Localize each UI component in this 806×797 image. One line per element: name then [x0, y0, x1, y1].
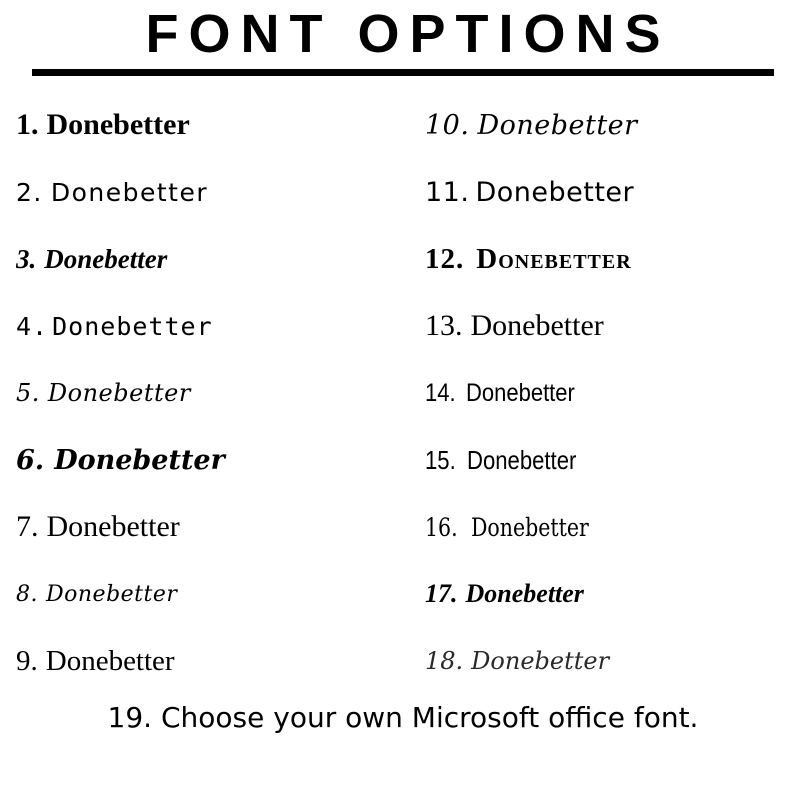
font-option-sample: Donebetter [470, 309, 604, 343]
font-option-number: 12. [425, 242, 465, 275]
font-option-sample: Donebetter [475, 176, 635, 208]
font-option-sample: Donebetter [467, 444, 577, 475]
font-option-row[interactable] [16, 226, 403, 293]
font-option-sample: Donebetter [50, 177, 209, 207]
font-option-number: 17. [425, 579, 458, 609]
title-block [0, 0, 806, 76]
font-option-row[interactable] [16, 494, 403, 561]
font-option-sample: Donebetter [45, 644, 175, 677]
font-list-column-right [403, 92, 806, 695]
font-option-number: 9. [16, 644, 38, 677]
font-option-number: 6. [16, 444, 45, 476]
font-option-number: 18. [425, 647, 464, 676]
font-option-row[interactable] [425, 293, 806, 360]
font-option-number: 8. [16, 581, 38, 607]
font-option-sample: Donebetter [465, 378, 575, 407]
font-option-row[interactable] [425, 427, 806, 494]
font-option-sample: Donebetter [46, 581, 178, 607]
font-option-row[interactable] [16, 159, 403, 226]
font-option-sample: Donebetter [470, 512, 589, 542]
font-option-row[interactable] [425, 561, 806, 628]
font-option-row[interactable] [16, 427, 403, 494]
font-option-row[interactable] [16, 628, 403, 695]
font-option-number: 10. [425, 109, 470, 141]
font-option-number: 1. [16, 108, 39, 142]
font-list-column-left [0, 92, 403, 695]
font-option-number: 2. [16, 177, 43, 207]
title-underline-rule [32, 69, 774, 76]
font-option-row[interactable] [425, 494, 806, 561]
page-title: FONT OPTIONS [145, 4, 671, 64]
font-option-number: 11. [425, 176, 470, 208]
font-option-row[interactable] [16, 360, 403, 427]
font-option-row[interactable] [425, 628, 806, 695]
font-option-number: 14. [425, 378, 456, 407]
font-option-number: 7. [16, 510, 39, 544]
font-option-row[interactable] [425, 226, 806, 293]
custom-font-note-text: 19. Choose your own Microsoft office font. [107, 700, 699, 734]
font-option-number: 3. [16, 243, 37, 274]
font-option-number: 15. [425, 444, 456, 475]
font-option-row[interactable] [16, 293, 403, 360]
font-option-sample: Donebetter [46, 108, 190, 142]
font-option-sample: Donebetter [476, 242, 632, 275]
font-option-sample: Donebetter [477, 109, 638, 141]
font-option-row[interactable] [425, 360, 806, 427]
font-option-sample: Donebetter [44, 243, 168, 274]
font-option-sample: Donebetter [471, 647, 610, 676]
font-option-sample: Donebetter [46, 510, 180, 544]
font-option-number: 16. [425, 512, 458, 542]
font-option-row[interactable] [16, 92, 403, 159]
font-option-sample: Donebetter [465, 579, 584, 609]
font-option-sample: Donebetter [52, 311, 213, 341]
font-option-sample: Donebetter [54, 444, 225, 476]
font-option-row[interactable] [425, 159, 806, 226]
font-option-row[interactable] [425, 92, 806, 159]
custom-font-note [0, 701, 806, 734]
font-option-row[interactable] [16, 561, 403, 628]
font-list-columns [0, 92, 806, 695]
font-option-number: 13. [425, 309, 463, 343]
font-option-sample: Donebetter [47, 379, 191, 408]
font-option-number: 4. [16, 311, 49, 341]
font-option-number: 5. [16, 379, 40, 408]
